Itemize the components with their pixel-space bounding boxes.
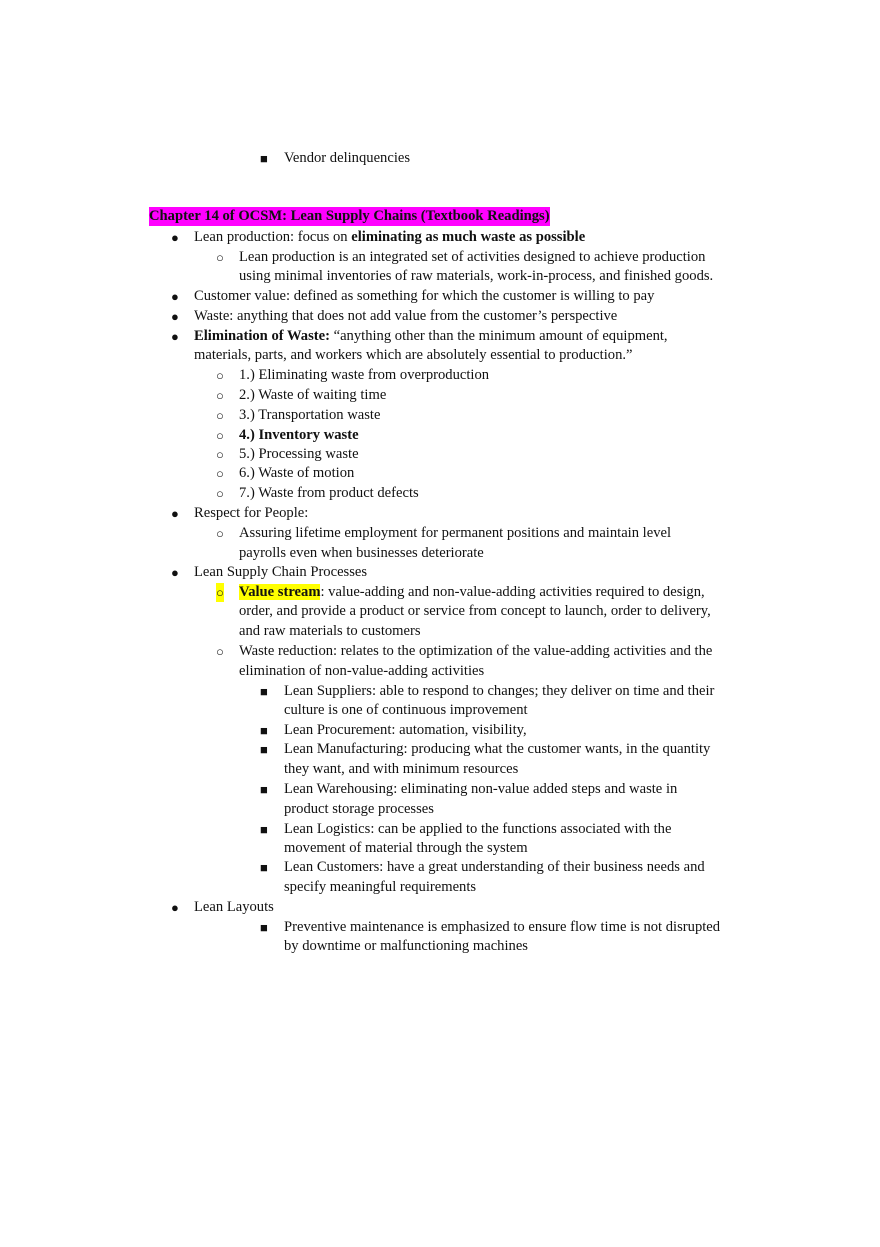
waste-reduction-line2: elimination of non-value-adding activities <box>239 663 485 679</box>
circle-bullet-icon: ○ <box>216 644 224 659</box>
waste-type-item: 2.) Waste of waiting time <box>239 387 387 403</box>
value-stream-definition: : value-adding and non-value-adding activities required to design, <box>320 584 705 600</box>
waste-type-item: 5.) Processing waste <box>239 446 359 462</box>
circle-bullet-icon: ○ <box>216 368 224 383</box>
value-stream-line3: and raw materials to customers <box>239 623 421 639</box>
elimination-quote-line2: materials, parts, and workers which are absolutely essential to production.” <box>194 347 633 363</box>
chapter-heading: Chapter 14 of OCSM: Lean Supply Chains (Textbook Readings) <box>149 208 550 224</box>
circle-bullet-icon: ○ <box>216 585 224 600</box>
list-item-customer-value: Customer value: defined as something for which the customer is willing to pay <box>194 288 655 304</box>
circle-bullet-icon: ○ <box>216 466 224 481</box>
disc-bullet-icon: ● <box>171 900 179 915</box>
list-item-respect-for-people: Respect for People: <box>194 505 309 521</box>
value-stream-line2: order, and provide a product or service from concept to launch, order to delivery, <box>239 603 711 619</box>
respect-detail-line2: payrolls even when businesses deteriorate <box>239 545 484 561</box>
lean-production-lead: Lean production: focus on <box>194 229 352 245</box>
lean-production-definition-line1: Lean production is an integrated set of activities designed to achieve production <box>239 249 706 265</box>
circle-bullet-icon: ○ <box>216 428 224 443</box>
square-bullet-icon: ■ <box>260 742 268 757</box>
lean-customers-line2: specify meaningful requirements <box>284 879 477 895</box>
lean-layouts-detail-line1: Preventive maintenance is emphasized to ensure flow time is not disrupted <box>284 919 721 935</box>
elimination-term: Elimination of Waste: <box>194 328 330 344</box>
circle-bullet-icon: ○ <box>216 447 224 462</box>
value-stream-line1 <box>239 583 705 602</box>
list-item-lean-layouts: Lean Layouts <box>194 899 274 915</box>
disc-bullet-icon: ● <box>171 506 179 521</box>
waste-reduction-line1: Waste reduction: relates to the optimization of the value-adding activities and the <box>239 643 713 659</box>
square-bullet-icon: ■ <box>260 782 268 797</box>
list-item-waste: Waste: anything that does not add value from the customer’s perspective <box>194 308 618 324</box>
disc-bullet-icon: ● <box>171 289 179 304</box>
lean-layouts-detail-line2: by downtime or malfunctioning machines <box>284 938 528 954</box>
elimination-quote-line1: “anything other than the minimum amount of equipment, <box>329 328 668 344</box>
respect-detail-line1: Assuring lifetime employment for permanent positions and maintain level <box>239 525 672 541</box>
lean-suppliers-line2: culture is one of continuous improvement <box>284 702 528 718</box>
lean-production-definition-line2: using minimal inventories of raw materials, work-in-process, and finished goods. <box>239 268 714 284</box>
disc-bullet-icon: ● <box>171 565 179 580</box>
waste-type-item: 1.) Eliminating waste from overproduction <box>239 367 490 383</box>
lean-manufacturing-line2: they want, and with minimum resources <box>284 761 519 777</box>
lean-manufacturing-line1: Lean Manufacturing: producing what the customer wants, in the quantity <box>284 741 711 757</box>
square-bullet-icon: ■ <box>260 723 268 738</box>
disc-bullet-icon: ● <box>171 309 179 324</box>
list-item-lean-supply-chain-processes: Lean Supply Chain Processes <box>194 564 368 580</box>
lean-suppliers-line1: Lean Suppliers: able to respond to changes; they deliver on time and their <box>284 683 715 699</box>
circle-bullet-icon: ○ <box>216 486 224 501</box>
square-bullet-icon: ■ <box>260 151 268 166</box>
lean-logistics-line2: movement of material through the system <box>284 840 528 856</box>
waste-type-item: 4.) Inventory waste <box>239 427 359 443</box>
square-bullet-icon: ■ <box>260 920 268 935</box>
lean-warehousing-line1: Lean Warehousing: eliminating non-value added steps and waste in <box>284 781 678 797</box>
lean-customers-line1: Lean Customers: have a great understanding of their business needs and <box>284 859 705 875</box>
disc-bullet-icon: ● <box>171 230 179 245</box>
square-bullet-icon: ■ <box>260 684 268 699</box>
list-item-vendor-delinquencies: Vendor delinquencies <box>284 150 411 166</box>
circle-bullet-icon: ○ <box>216 388 224 403</box>
square-bullet-icon: ■ <box>260 860 268 875</box>
lean-logistics-line1: Lean Logistics: can be applied to the functions associated with the <box>284 821 672 837</box>
value-stream-term: Value stream <box>239 584 321 600</box>
lean-warehousing-line2: product storage processes <box>284 801 434 817</box>
lean-procurement-line1: Lean Procurement: automation, visibility, <box>284 722 527 738</box>
circle-bullet-icon: ○ <box>216 408 224 423</box>
list-item-elimination-of-waste <box>194 327 668 346</box>
square-bullet-icon: ■ <box>260 822 268 837</box>
lean-production-emphasis: eliminating as much waste as possible <box>351 229 586 245</box>
waste-type-item: 6.) Waste of motion <box>239 465 355 481</box>
disc-bullet-icon: ● <box>171 329 179 344</box>
circle-bullet-icon: ○ <box>216 250 224 265</box>
list-item-lean-production <box>194 228 585 247</box>
circle-bullet-icon: ○ <box>216 526 224 541</box>
waste-type-item: 3.) Transportation waste <box>239 407 381 423</box>
waste-type-item: 7.) Waste from product defects <box>239 485 419 501</box>
